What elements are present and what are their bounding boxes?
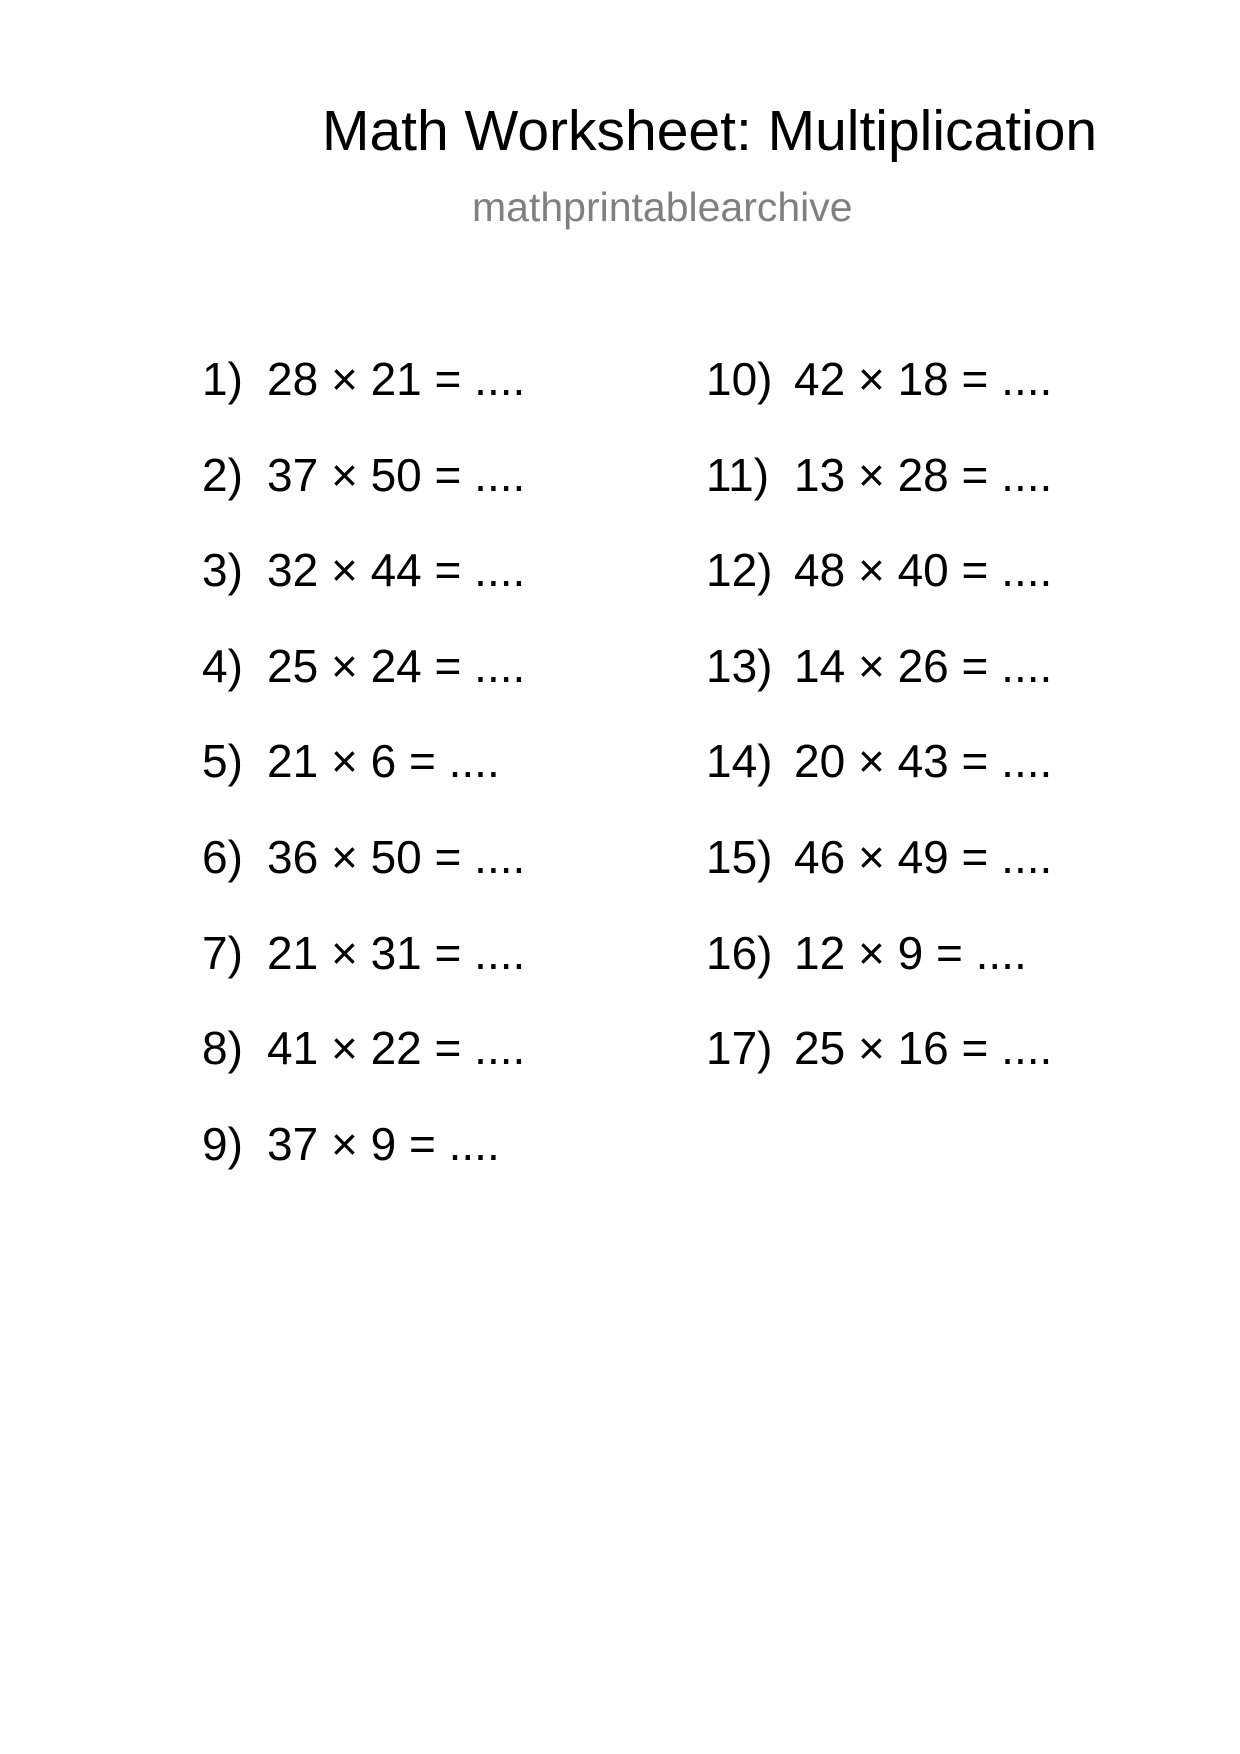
problem-expression: 21 × 31 = .... bbox=[267, 926, 526, 979]
problem-number: 6) bbox=[202, 830, 243, 883]
problem-number: 13) bbox=[706, 639, 773, 692]
problem-item bbox=[202, 1021, 525, 1117]
worksheet-subtitle: mathprintablearchive bbox=[472, 184, 853, 230]
problem-item bbox=[202, 1117, 525, 1213]
problem-expression: 13 × 28 = .... bbox=[794, 448, 1053, 501]
problem-item bbox=[706, 543, 1052, 639]
problem-number: 12) bbox=[706, 544, 773, 597]
problem-expression: 32 × 44 = .... bbox=[267, 544, 526, 597]
problem-expression: 41 × 22 = .... bbox=[267, 1022, 526, 1075]
problem-item bbox=[706, 830, 1052, 926]
problem-number: 5) bbox=[202, 735, 243, 788]
problem-item bbox=[202, 543, 525, 639]
problem-number: 9) bbox=[202, 1117, 243, 1170]
problem-item bbox=[706, 1021, 1052, 1117]
problem-item bbox=[706, 926, 1052, 1022]
problem-number: 2) bbox=[202, 448, 243, 501]
problem-column-right bbox=[706, 352, 1052, 1117]
problem-expression: 37 × 50 = .... bbox=[267, 448, 526, 501]
problem-item bbox=[202, 926, 525, 1022]
problem-expression: 36 × 50 = .... bbox=[267, 830, 526, 883]
problem-number: 10) bbox=[706, 353, 773, 405]
problem-expression: 20 × 43 = .... bbox=[794, 735, 1053, 788]
worksheet-title: Math Worksheet: Multiplication bbox=[322, 99, 1098, 163]
problem-item bbox=[706, 448, 1052, 544]
problem-expression: 14 × 26 = .... bbox=[794, 639, 1053, 692]
problem-number: 17) bbox=[706, 1022, 773, 1075]
problem-item bbox=[706, 352, 1052, 448]
problem-item bbox=[202, 352, 525, 448]
problem-number: 14) bbox=[706, 735, 773, 788]
problem-item bbox=[202, 448, 525, 544]
problem-number: 11) bbox=[706, 448, 770, 501]
problem-item bbox=[202, 639, 525, 735]
problem-number: 7) bbox=[202, 926, 243, 979]
problem-number: 16) bbox=[706, 926, 773, 979]
problem-expression: 37 × 9 = .... bbox=[267, 1117, 500, 1170]
problem-item bbox=[706, 639, 1052, 735]
problem-item bbox=[706, 734, 1052, 830]
problem-item bbox=[202, 734, 525, 830]
problem-number: 15) bbox=[706, 830, 773, 883]
problem-expression: 48 × 40 = .... bbox=[794, 544, 1053, 597]
problem-expression: 12 × 9 = .... bbox=[794, 926, 1027, 979]
problem-expression: 25 × 16 = .... bbox=[794, 1022, 1053, 1075]
problem-expression: 21 × 6 = .... bbox=[267, 735, 500, 788]
problem-expression: 42 × 18 = .... bbox=[794, 353, 1053, 405]
problem-item bbox=[202, 830, 525, 926]
problem-expression: 46 × 49 = .... bbox=[794, 830, 1053, 883]
problem-number: 4) bbox=[202, 639, 243, 692]
problem-expression: 25 × 24 = .... bbox=[267, 639, 526, 692]
problem-expression: 28 × 21 = .... bbox=[267, 353, 526, 405]
problem-number: 1) bbox=[202, 353, 243, 405]
problem-number: 3) bbox=[202, 544, 243, 597]
problem-column-left bbox=[202, 352, 525, 1212]
problem-number: 8) bbox=[202, 1022, 243, 1075]
